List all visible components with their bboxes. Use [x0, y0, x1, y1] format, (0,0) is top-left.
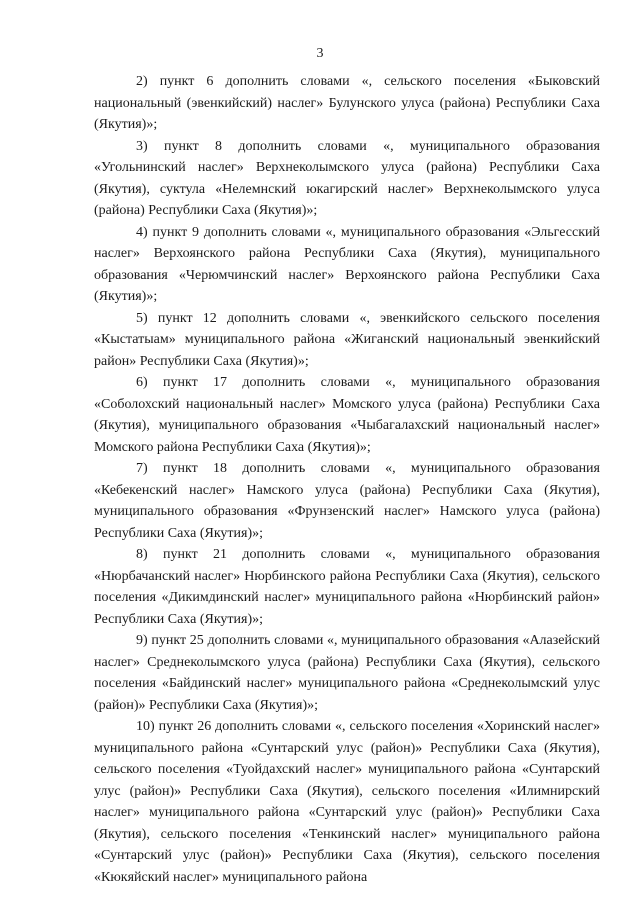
- paragraph-item-6: 6) пункт 17 дополнить словами «, муниципального образования «Соболохский национальный наслег» Момского улуса (района) Республики Саха (Якутия), муниципального образования «Чыбагалахский национальный наслег» Момского района Республики Саха (Якутия)»;: [94, 375, 600, 455]
- paragraph-item-8: 8) пункт 21 дополнить словами «, муниципального образования «Нюрбачанский наслег» Нюрбинского района Республики Саха (Якутия), сельского поселения «Дикимдинский наслег» муниципального района «Нюрбинский район» Республики Саха (Якутия)»;: [94, 547, 600, 627]
- paragraph-item-3: 3) пункт 8 дополнить словами «, муниципального образования «Угольнинский наслег» Верхнеколымского улуса (района) Республики Саха (Якутия), суктула «Нелемнский юкагирский наслег» Верхнеколымского улуса (района) Республики Саха (Якутия)»;: [94, 138, 600, 218]
- paragraph-item-9: 9) пункт 25 дополнить словами «, муниципального образования «Алазейский наслег» Среднеколымского улуса (района) Республики Саха (Якутия), сельского поселения «Байдинский наслег» муниципального района «Среднеколымский улус (район)» Республики Саха (Якутия)»;: [94, 633, 600, 713]
- document-body: [94, 71, 600, 888]
- paragraph-item-4: 4) пункт 9 дополнить словами «, муниципального образования «Эльгесский наслег» Верхоянского района Республики Саха (Якутия), муниципального образования «Черюмчинский наслег» Верхоянского района Республики Саха (Якутия)»;: [94, 224, 600, 304]
- paragraph-item-7: 7) пункт 18 дополнить словами «, муниципального образования «Кебекенский наслег» Намского улуса (района) Республики Саха (Якутия), муниципального образования «Фрунзенский наслег» Намского улуса (района) Республики Саха (Якутия)»;: [94, 461, 600, 541]
- paragraph-item-10: 10) пункт 26 дополнить словами «, сельского поселения «Хоринский наслег» муниципального района «Сунтарский улус (район)» Республики Саха (Якутия), сельского поселения «Туойдахский наслег» муниципального района «Сунтарский улус (район)» Республики Саха (Якутия), сельского поселения «Илимнирский наслег» муниципального района «Сунтарский улус (район)» Республики Саха (Якутия), сельского поселения «Тенкинский наслег» муниципального района «Сунтарский улус (район)» Республики Саха (Якутия), сельского поселения «Кюкяйский наслег» муниципального района: [94, 719, 600, 885]
- page-number: 3: [316, 46, 324, 61]
- paragraph-item-2: 2) пункт 6 дополнить словами «, сельского поселения «Быковский национальный (эвенкийский) наслег» Булунского улуса (района) Республики Саха (Якутия)»;: [94, 74, 600, 132]
- paragraph-item-5: 5) пункт 12 дополнить словами «, эвенкийского сельского поселения «Кыстатыам» муниципального района «Жиганский национальный эвенкийский район» Республики Саха (Якутия)»;: [94, 310, 600, 369]
